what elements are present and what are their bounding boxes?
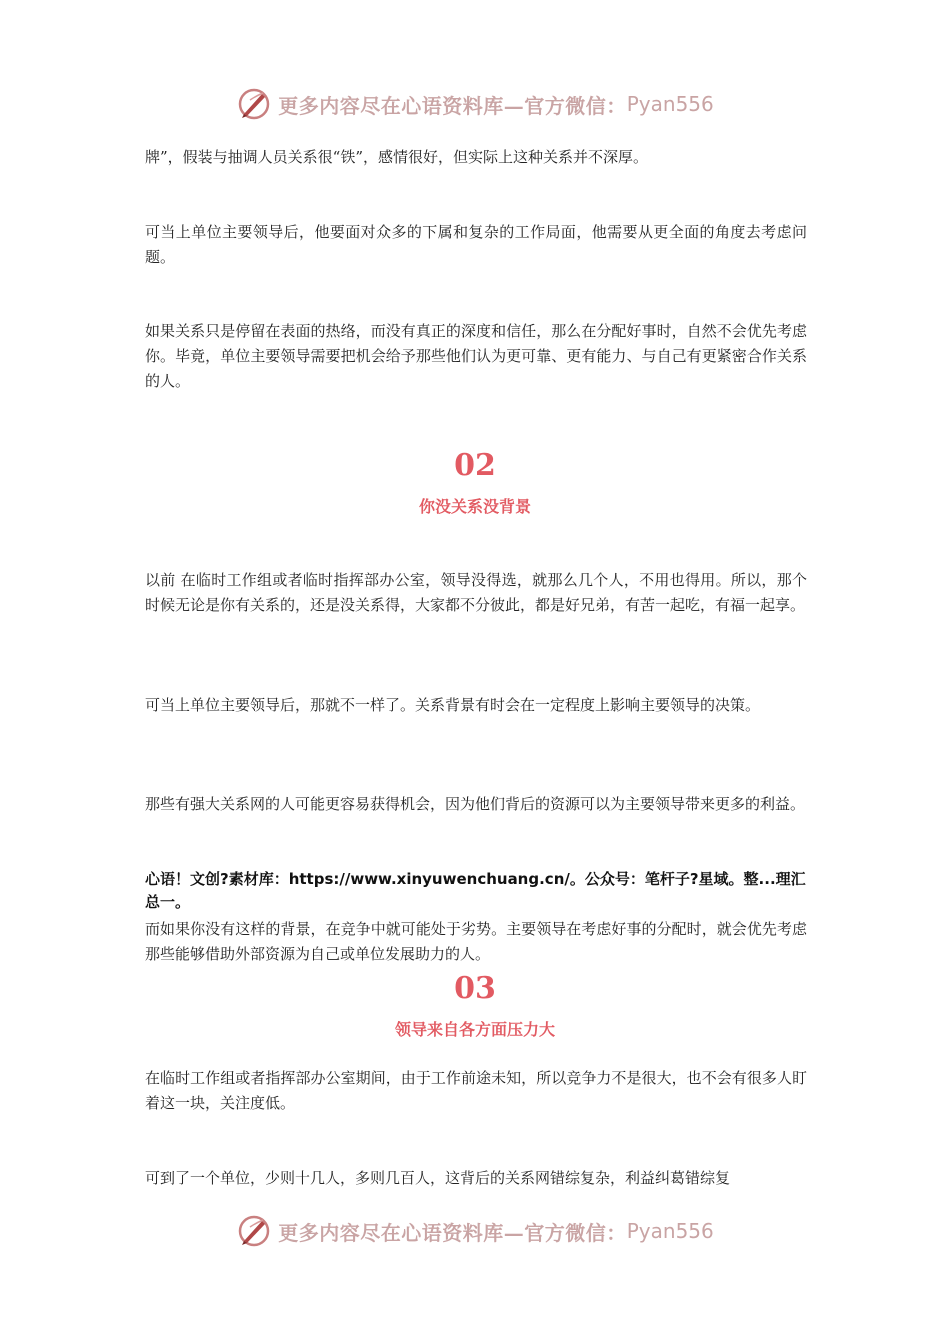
paragraph-7: 而如果你没有这样的背景，在竞争中就可能处于劣势。主要领导在考虑好事的分配时，就会优先考虑那些能够借助外部资源为自己或单位发展助力的人。 <box>145 920 807 963</box>
section-title-02: 你没关系没背景 <box>418 497 531 516</box>
paragraph-5: 可当上单位主要领导后，那就不一样了。关系背景有时会在一定程度上影响主要领导的决策。 <box>145 696 761 714</box>
paragraph-4: 以前 在临时工作组或者临时指挥部办公室，领导没得选，就那么几个人，不用也得用。所以，那个时候无论是你有关系的，还是没关系得，大家都不分彼此，都是好兄弟，有苦一起吃，有福一起享。 <box>145 571 807 614</box>
promo-text: 心语！文创?素材库：https://www.xinyuwenchuang.cn/。公众号：笔杆子?星域。整...理汇总一。 <box>145 870 806 911</box>
banner-text: 更多内容尽在心语资料库—官方微信： <box>278 93 627 118</box>
quill-pen-logo-icon <box>236 1213 272 1249</box>
section-title-03: 领导来自各方面压力大 <box>394 1020 555 1039</box>
section-number-03: 03 <box>454 971 496 1006</box>
paragraph-8: 在临时工作组或者指挥部办公室期间，由于工作前途未知，所以竞争力不是很大，也不会有很多人盯着这一块，关注度低。 <box>145 1069 807 1112</box>
quill-pen-logo-icon <box>236 86 272 122</box>
footer-watermark-banner <box>0 1209 950 1253</box>
banner-wechat-id: Pyan556 <box>626 1219 714 1243</box>
paragraph-1: 牌”，假装与抽调人员关系很“铁”，感情很好，但实际上这种关系并不深厚。 <box>145 148 649 166</box>
banner-text: 更多内容尽在心语资料库—官方微信： <box>278 1220 627 1245</box>
paragraph-3: 如果关系只是停留在表面的热络，而没有真正的深度和信任，那么在分配好事时，自然不会优先考虑你。毕竟，单位主要领导需要把机会给予那些他们认为更可靠、更有能力、与自己有更紧密合作关系的人。 <box>145 322 807 390</box>
paragraph-6: 那些有强大关系网的人可能更容易获得机会，因为他们背后的资源可以为主要领导带来更多的利益。 <box>145 795 806 813</box>
section-number-02: 02 <box>454 448 496 483</box>
paragraph-9: 可到了一个单位，少则十几人，多则几百人，这背后的关系网错综复杂，利益纠葛错综复 <box>145 1169 731 1187</box>
banner-wechat-id: Pyan556 <box>626 92 714 116</box>
header-watermark-banner <box>0 82 950 126</box>
paragraph-2: 可当上单位主要领导后，他要面对众多的下属和复杂的工作局面，他需要从更全面的角度去考虑问题。 <box>145 223 807 266</box>
